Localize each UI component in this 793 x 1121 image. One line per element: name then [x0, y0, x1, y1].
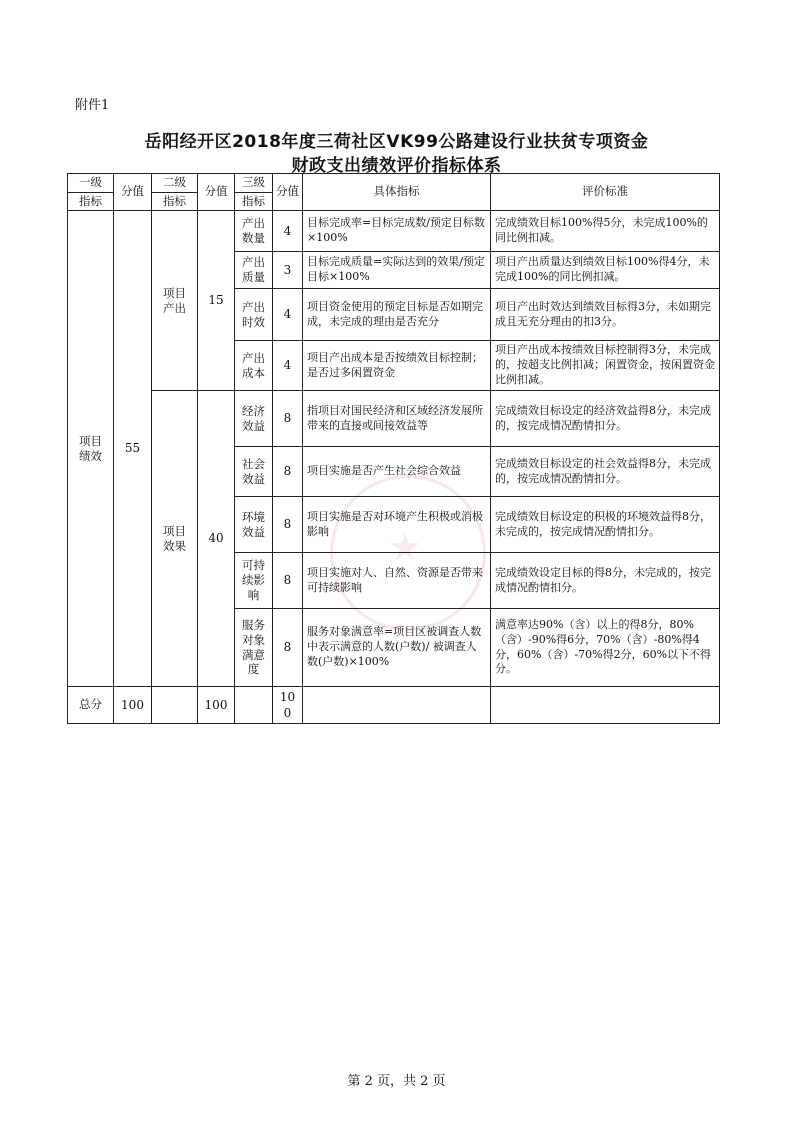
specific-indicator: 目标完成质量=实际达到的效果/预定目标×100% [303, 252, 491, 289]
level3-name: 产出 质量 [235, 252, 273, 289]
specific-indicator: 项目产出成本是否按绩效目标控制；是否过多闲置资金 [303, 341, 491, 391]
specific-indicator: 服务对象满意率=项目区被调查人数中表示满意的人数(户数)/ 被调查人数(户数)×100% [303, 609, 491, 687]
level3-name: 产出 数量 [235, 211, 273, 252]
level3-score: 3 [273, 252, 303, 289]
header-specific: 具体指标 [303, 174, 491, 211]
header-level3-bottom: 指标 [235, 192, 273, 211]
header-level2-bottom: 指标 [152, 192, 198, 211]
level3-name: 经济 效益 [235, 391, 273, 447]
header-score-l3: 分值 [273, 174, 303, 211]
evaluation-criteria: 项目产出质量达到绩效目标100%得4分，未完成100%的同比例扣减。 [491, 252, 720, 289]
seal-star-icon: ★ [388, 525, 423, 569]
level3-name: 服务 对象 满意 度 [235, 609, 273, 687]
evaluation-criteria: 项目产出成本按绩效目标控制得3分，未完成的，按超支比例扣减；闲置资金，按闲置资金比例扣减。 [491, 341, 720, 391]
total-score-l1: 100 [114, 687, 152, 724]
evaluation-criteria: 满意率达90%（含）以上的得8分，80%（含）-90%得6分，70%（含）-80%得4分，60%（含）-70%得2分，60%以下不得分。 [491, 609, 720, 687]
total-score-l3: 100 [273, 687, 303, 724]
evaluation-criteria: 完成绩效设定目标的得8分，未完成的，按完成情况酌情扣分。 [491, 553, 720, 609]
header-level1-top: 一级 [68, 174, 114, 193]
indicator-table-wrapper [67, 173, 719, 724]
specific-indicator: 目标完成率=目标完成数/预定目标数×100% [303, 211, 491, 252]
level3-score: 8 [273, 447, 303, 497]
header-score-l2: 分值 [198, 174, 235, 211]
level3-score: 4 [273, 289, 303, 341]
document-title-line2: 财政支出绩效评价指标体系 [291, 156, 502, 176]
specific-indicator: 项目资金使用的预定目标是否如期完成，未完成的理由是否充分 [303, 289, 491, 341]
level3-name: 社会 效益 [235, 447, 273, 497]
level2-score-effect: 40 [198, 391, 235, 687]
total-empty-criteria [491, 687, 720, 724]
level3-score: 8 [273, 609, 303, 687]
level2-name-output: 项目 产出 [152, 211, 198, 391]
total-score-l2: 100 [198, 687, 235, 724]
header-level3-top: 三级 [235, 174, 273, 193]
total-empty-l2 [152, 687, 198, 724]
header-level2-top: 二级 [152, 174, 198, 193]
level2-name-effect: 项目 效果 [152, 391, 198, 687]
level3-score: 8 [273, 497, 303, 553]
total-empty-l3 [235, 687, 273, 724]
indicator-table [67, 173, 720, 724]
evaluation-criteria: 完成绩效目标100%得5分，未完成100%的同比例扣减。 [491, 211, 720, 252]
level3-name: 可持 续影 响 [235, 553, 273, 609]
level1-score: 55 [114, 211, 152, 687]
level3-score: 8 [273, 391, 303, 447]
header-score-l1: 分值 [114, 174, 152, 211]
level1-name: 项目 绩效 [68, 211, 114, 687]
level3-name: 产出 成本 [235, 341, 273, 391]
level3-score: 8 [273, 553, 303, 609]
evaluation-criteria: 完成绩效目标设定的经济效益得8分，未完成的，按完成情况酌情扣分。 [491, 391, 720, 447]
total-label: 总分 [68, 687, 114, 724]
level2-score-output: 15 [198, 211, 235, 391]
attachment-label: 附件1 [75, 98, 110, 113]
level3-score: 4 [273, 211, 303, 252]
specific-indicator: 项目实施是否产生社会综合效益 [303, 447, 491, 497]
document-title-line1: 岳阳经开区2018年度三荷社区VK99公路建设行业扶贫专项资金 [144, 132, 649, 152]
page-footer: 第 2 页，共 2 页 [347, 1074, 446, 1089]
level3-name: 环境 效益 [235, 497, 273, 553]
total-empty-specific [303, 687, 491, 724]
evaluation-criteria: 项目产出时效达到绩效目标得3分，未如期完成且无充分理由的扣3分。 [491, 289, 720, 341]
level3-name: 产出 时效 [235, 289, 273, 341]
specific-indicator: 指项目对国民经济和区域经济发展所带来的直接或间接效益等 [303, 391, 491, 447]
evaluation-criteria: 完成绩效目标设定的社会效益得8分，未完成的，按完成情况酌情扣分。 [491, 447, 720, 497]
level3-score: 4 [273, 341, 303, 391]
specific-indicator: 项目实施是否对环境产生积极或消极影响 [303, 497, 491, 553]
specific-indicator: 项目实施对人、自然、资源是否带来可持续影响 [303, 553, 491, 609]
header-level1-bottom: 指标 [68, 192, 114, 211]
header-criteria: 评价标准 [491, 174, 720, 211]
evaluation-criteria: 完成绩效目标设定的积极的环境效益得8分，未完成的，按完成情况酌情扣分。 [491, 497, 720, 553]
